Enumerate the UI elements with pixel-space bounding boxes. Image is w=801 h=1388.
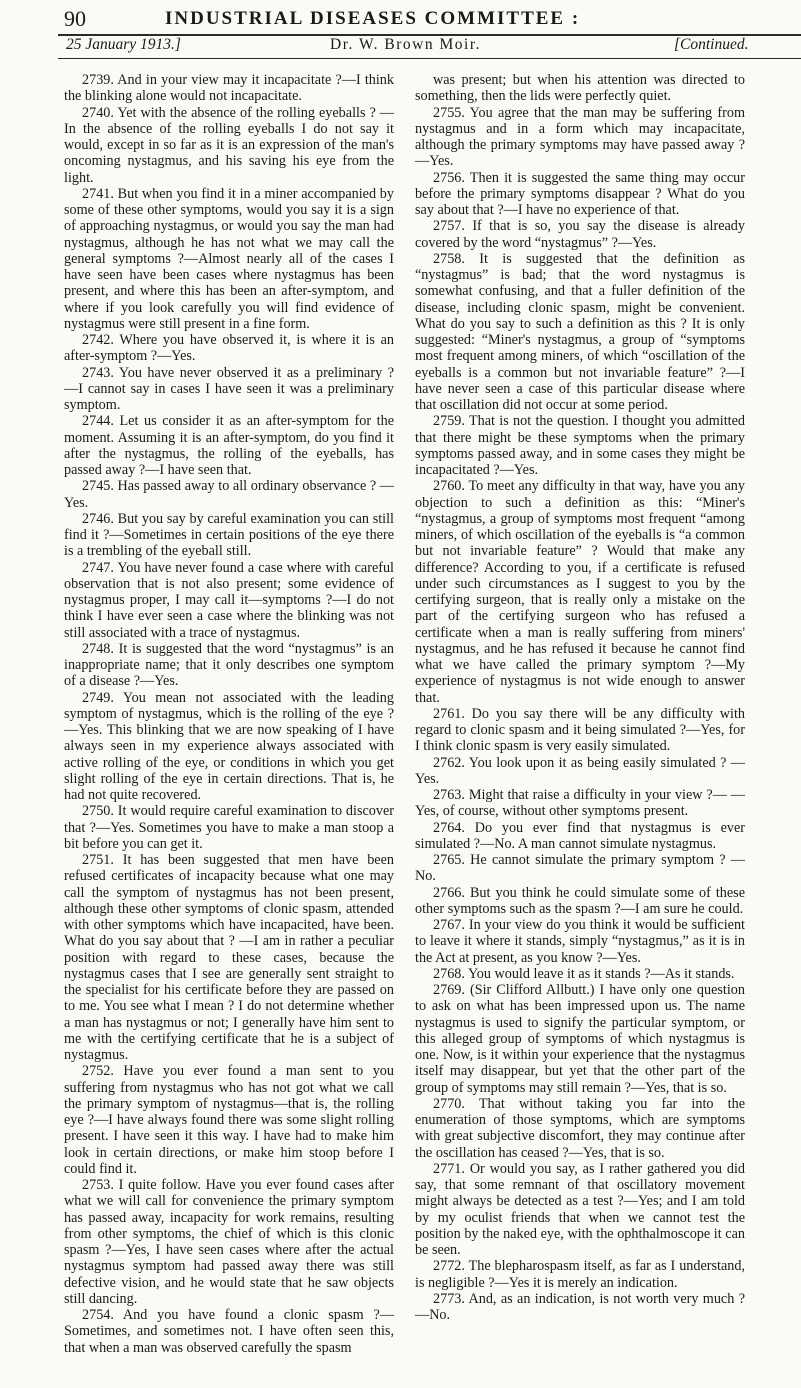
paragraph: 2741. But when you find it in a miner accompanied by some of these other symptoms, would you say it is a sign of approaching nystagmus, or would you say the man had nystagmus, although he has not what we may call the general symptoms ?—Almost nearly all of the cases I have seen have been cases where nystagmus has been present, and where this has been an after-symptom, and where if you look carefully you will find evidence of nystagmus were still present in a fine form. <box>64 185 394 332</box>
right-column <box>415 72 745 1323</box>
paragraph: 2751. It has been suggested that men have been refused certificates of incapacity because what one may call the symptom of nystagmus has not been present, although these other symptoms of clonic spasm, attended with other symptoms which have incapacited, have been. What do you say about that ? —I am in rather a peculiar position with regard to these cases, because the nystagmus cases that I see are generally sent straight to the specialist for his certificate before they are passed on to me. You see what I mean ? I do not determine whether a man has nystagmus or not; I generally have him sent to me with the certifying certificate that he is a subject of nystagmus. <box>64 852 394 1063</box>
paragraph: 2745. Has passed away to all ordinary observance ? —Yes. <box>64 478 394 511</box>
paragraph: 2769. (Sir Clifford Allbutt.) I have only one question to ask on what has been impressed upon us. The name nystagmus is used to signify the particular symptom, or this alleged group of symptoms of which nystagmus is one. Now, is it within your experience that the nystagmus itself may disappear, but yet that the other part of the group of symptoms may still remain ?—Yes, that is so. <box>415 982 745 1096</box>
witness-name: Dr. W. Brown Moir. <box>330 36 482 53</box>
paragraph: 2765. He cannot simulate the primary symptom ? —No. <box>415 852 745 885</box>
paragraph: 2762. You look upon it as being easily simulated ? —Yes. <box>415 754 745 787</box>
paragraph: 2746. But you say by careful examination you can still find it ?—Sometimes in certain positions of the eye there is a trembling of the eyeball still. <box>64 510 394 560</box>
continued-label: [Continued. <box>674 36 749 53</box>
paragraph: 2764. Do you ever find that nystagmus is ever simulated ?—No. A man cannot simulate nystagmus. <box>415 819 745 852</box>
paragraph: 2768. You would leave it as it stands ?—As it stands. <box>433 965 735 982</box>
paragraph: 2755. You agree that the man may be suffering from nystagmus and in a form which may incapacitate, although the primary symptoms may have passed away ?—Yes. <box>415 104 745 170</box>
header-rule-bottom <box>58 58 801 59</box>
paragraph: 2739. And in your view may it incapacitate ?—I think the blinking alone would not incapacitate. <box>64 72 394 105</box>
paragraph: was present; but when his attention was directed to something, then the lids were perfectly quiet. <box>415 72 745 105</box>
paragraph: 2773. And, as an indication, is not worth very much ?—No. <box>415 1290 745 1323</box>
paragraph: 2757. If that is so, you say the disease is already covered by the word “nystagmus” ?—Yes. <box>415 218 745 251</box>
running-head: INDUSTRIAL DISEASES COMMITTEE : <box>165 8 581 29</box>
paragraph: 2771. Or would you say, as I rather gathered you did say, that some remnant of that oscillatory movement might always be detected as a test ?—Yes; and I am told by my oculist friends that when we cannot test the position by the naked eye, with the ophthalmoscope it can be seen. <box>415 1160 745 1258</box>
paragraph: 2749. You mean not associated with the leading symptom of nystagmus, which is the rolling of the eye ?—Yes. This blinking that we are now speaking of I have always seen in my experience always associated with active rolling of the eye, or conditions in which you get slight rolling of the eye in certain directions. That is, he had not quite recovered. <box>64 689 394 803</box>
hearing-date: 25 January 1913.] <box>66 36 181 53</box>
paragraph: 2750. It would require careful examination to discover that ?—Yes. Sometimes you have to make a man stoop a bit before you can get it. <box>64 803 394 852</box>
paragraph: 2752. Have you ever found a man sent to you suffering from nystagmus who has not got what we call the primary symptom of nystagmus—that is, the rolling eye ?—I have always found there was some slight rolling present. I have seen it this way. I have had to make him look in certain directions, or make him stoop before I could find it. <box>64 1063 394 1177</box>
paragraph: 2754. And you have found a clonic spasm ?—Sometimes, and sometimes not. I have often seen this, that when a man was observed carefully the spasm <box>64 1307 394 1356</box>
paragraph: 2766. But you think he could simulate some of these other symptoms such as the spasm ?—I am sure he could. <box>415 884 745 917</box>
paragraph: 2759. That is not the question. I thought you admitted that there might be these symptoms when the primary symptoms passed away, and in some cases they might be incapacitated ?—Yes. <box>415 413 745 478</box>
paragraph: 2767. In your view do you think it would be sufficient to leave it where it stands, simply “nystagmus,” as it is in the Act at present, as you know ?—Yes. <box>415 917 745 966</box>
paragraph: 2772. The blepharospasm itself, as far as I understand, is negligible ?—Yes it is merely an indication. <box>415 1258 745 1291</box>
paragraph: 2744. Let us consider it as an after-symptom for the moment. Assuming it is an after-symptom, do you find it after the nystagmus, the rolling of the eyeballs, has passed away ?—I have seen that. <box>64 413 394 478</box>
paragraph: 2758. It is suggested that the definition as “nystagmus” is bad; that the word nystagmus is somewhat confusing, and that a fuller definition of the disease, including clonic spasm, might be convenient. What do you say to such a definition as this ? It is only suggested: “Miner's nystagmus, a group of “symptoms most frequent among miners, of which “oscillation of the eyeballs is a common but not invariable feature” ?—I have never seen a case of this particular disease where that oscillation did not occur at some period. <box>415 250 745 413</box>
paragraph: 2742. Where you have observed it, is where it is an after-symptom ?—Yes. <box>64 332 394 365</box>
left-column <box>64 72 394 1356</box>
paragraph: 2756. Then it is suggested the same thing may occur before the primary symptoms disappear ? What do you say about that ?—I have no experience of that. <box>415 169 745 218</box>
paragraph: 2753. I quite follow. Have you ever found cases after what we will call for convenience the primary symptom has passed away, incapacity for work remains, resulting from other symptoms, the chief of which is this clonic spasm ?—Yes, I have seen cases where after the actual nystagmus symptom had passed away there was still defective vision, and he would state that he saw objects still dancing. <box>64 1177 394 1307</box>
paragraph: 2740. Yet with the absence of the rolling eyeballs ? —In the absence of the rolling eyeballs I do not say it would, except in so far as it is an expression of the man's oncoming nystagmus, and his saving his eye from the light. <box>64 104 394 186</box>
paragraph: 2763. Might that raise a difficulty in your view ?— —Yes, of course, without other symptoms present. <box>415 787 745 820</box>
paragraph: 2743. You have never observed it as a preliminary ? —I cannot say in cases I have seen it was a preliminary symptom. <box>64 364 394 413</box>
paragraph: 2748. It is suggested that the word “nystagmus” is an inappropriate name; that it only describes one symptom of a disease ?—Yes. <box>64 640 394 690</box>
paragraph: 2760. To meet any difficulty in that way, have you any objection to such a definition as this: “Miner's “nystagmus, a group of symptoms most frequent “among miners, of which oscillation of the eyeballs is “a common but not invariable feature” ? Would that make any difference? According to you, if a certificate is refused under such circumstances as I suggest to you by the certifying surgeon, that is really only a mistake on the part of the certifying surgeon who has refused a certificate when a man is really suffering from miners' nystagmus, and he has refused it because he cannot find what we have called the primary symptom ?—My experience of nystagmus is not wide enough to answer that. <box>415 478 745 706</box>
page-number: 90 <box>64 6 86 31</box>
paragraph: 2747. You have never found a case where with careful observation that is not also present; some evidence of nystagmus proper, I may call it—symptoms ?—I do not think I have ever seen a case where the blinking was not still associated with a trace of nystagmus. <box>64 559 394 641</box>
paragraph: 2761. Do you say there will be any difficulty with regard to clonic spasm and it being simulated ?—Yes, for I think clonic spasm is very easily simulated. <box>415 705 745 755</box>
paragraph: 2770. That without taking you far into the enumeration of those symptoms, which are symptoms with great subjective discomfort, they may continue after the oscillation has ceased ?—Yes, that is so. <box>415 1095 745 1161</box>
